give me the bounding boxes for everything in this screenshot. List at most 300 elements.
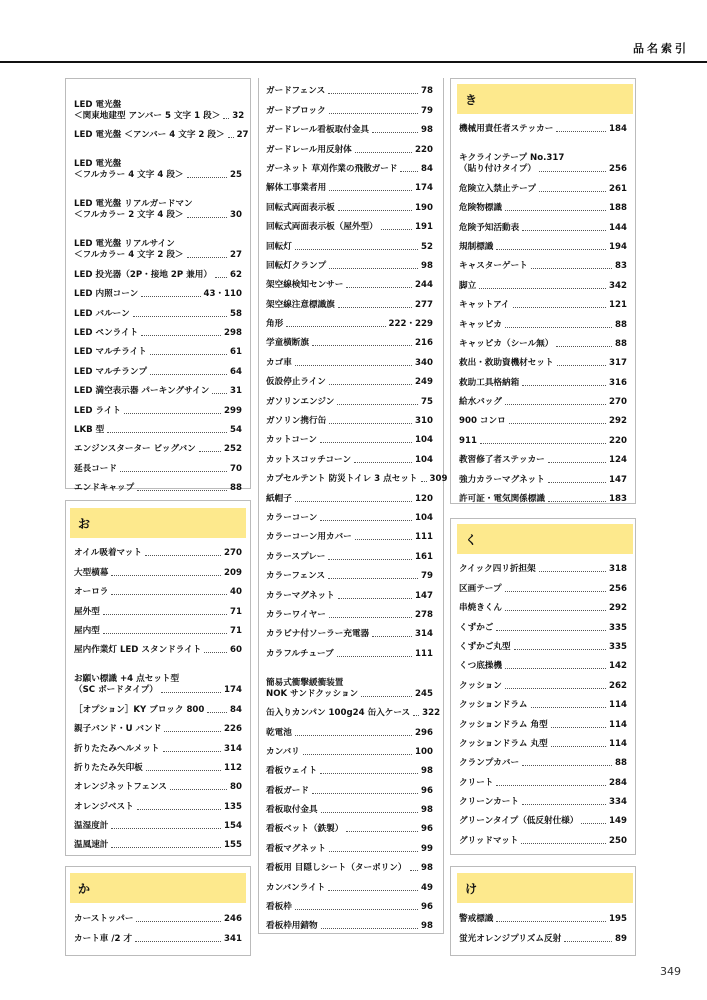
leader-dots — [329, 268, 418, 269]
entry-label: カプセルテント 防災トイレ 3 点セット — [266, 474, 418, 485]
entry-label: 看板マグネット — [266, 843, 327, 854]
leader-dots — [124, 413, 221, 414]
index-entry — [266, 330, 433, 349]
leader-dots — [215, 277, 227, 278]
leader-dots — [413, 715, 419, 716]
entry-label: 屋内作業灯 LED スタンドライト — [74, 645, 202, 656]
index-entry — [74, 618, 242, 637]
leader-dots — [136, 921, 221, 922]
index-entry — [266, 855, 433, 874]
leader-dots — [295, 365, 412, 366]
entry-page: 154 — [224, 821, 242, 832]
entry-page: 296 — [415, 727, 433, 738]
index-entry — [266, 816, 433, 835]
index-entry — [74, 436, 242, 455]
leader-dots — [496, 785, 606, 786]
entry-page: 161 — [415, 551, 433, 562]
index-entry-line — [74, 685, 242, 696]
entry-label: クリーンカート — [459, 797, 519, 808]
leader-dots — [111, 575, 221, 576]
leader-dots — [514, 649, 606, 650]
index-entry — [266, 524, 433, 543]
index-entry — [459, 350, 627, 369]
entry-label: カラフルチューブ — [266, 648, 334, 659]
entry-label: 大型横幕 — [74, 567, 109, 578]
index-entry — [459, 466, 627, 485]
entry-page: 79 — [421, 571, 433, 582]
entry-label: カラビナ付ソーラー充電器 — [266, 629, 370, 640]
entry-page: 220 — [609, 435, 627, 446]
leader-dots — [312, 793, 418, 794]
leader-dots — [145, 555, 221, 556]
entry-label: くつ底操機 — [459, 661, 502, 672]
index-entry — [266, 739, 433, 758]
entry-label: 温風速計 — [74, 840, 109, 851]
leader-dots — [170, 789, 227, 790]
leader-dots — [338, 598, 412, 599]
leader-dots — [564, 941, 612, 942]
leader-dots — [581, 823, 606, 824]
entry-label: 看板ウェイト — [266, 766, 318, 777]
entry-label: クッション — [459, 680, 502, 691]
entry-label: LED 内照コーン — [74, 289, 139, 300]
leader-dots — [505, 327, 612, 328]
leader-dots — [509, 423, 606, 424]
entry-page: 188 — [609, 203, 627, 214]
entry-label: 危険予知活動表 — [459, 222, 520, 233]
entry-label: LED ペンライト — [74, 327, 139, 338]
index-entry — [266, 408, 433, 427]
entry-label: クッションドラム 角型 — [459, 719, 548, 730]
index-entry — [266, 214, 433, 233]
index-entry — [266, 660, 433, 700]
entry-label: 許可証・電気関係標識 — [459, 494, 545, 505]
entry-page: 318 — [609, 564, 627, 575]
leader-dots — [505, 404, 606, 405]
leader-dots — [355, 152, 412, 153]
leader-dots — [161, 692, 221, 693]
entry-label: 区画テープ — [459, 583, 502, 594]
entry-page: 98 — [421, 125, 433, 136]
index-entry — [74, 300, 242, 319]
leader-dots — [496, 630, 606, 631]
entry-label: クッションドラム 丸型 — [459, 738, 548, 749]
index-entry-line — [74, 250, 242, 261]
entry-label: 串焼きくん — [459, 603, 502, 614]
entry-label: 缶入りカンパン 100g24 缶入ケース — [266, 708, 411, 719]
index-entry — [459, 214, 627, 233]
index-entry-line — [266, 689, 433, 700]
index-entry — [74, 540, 242, 559]
entry-label: 解体工事業者用 — [266, 183, 327, 194]
entry-page: 174 — [415, 183, 433, 194]
leader-dots — [207, 712, 227, 713]
entry-page: 277 — [415, 299, 433, 310]
leader-dots — [328, 559, 412, 560]
entry-page: 96 — [421, 785, 433, 796]
section-letter: け — [465, 882, 478, 896]
index-entry — [459, 672, 627, 691]
entry-label: ガードレール用反射体 — [266, 144, 352, 155]
entry-page: 104 — [415, 435, 433, 446]
leader-dots — [120, 471, 227, 472]
section-letter: く — [465, 533, 478, 547]
entry-label: お願い標識 +4 点セット型 — [74, 674, 180, 685]
entry-label: 救出・救助資機材セット — [459, 358, 554, 369]
leader-dots — [312, 345, 412, 346]
leader-dots — [321, 812, 418, 813]
leader-dots — [103, 614, 227, 615]
entry-label: カンバンライト — [266, 882, 326, 893]
entry-label: クイック四リ折担架 — [459, 564, 536, 575]
entry-page: 98 — [421, 766, 433, 777]
entry-page: 27 — [230, 250, 242, 261]
entry-label: ＜フルカラー 2 文字 4 段＞ — [74, 210, 184, 221]
leader-dots — [286, 326, 385, 327]
entry-page: 155 — [224, 840, 242, 851]
entry-label: 機械用責任者ステッカー — [459, 124, 554, 135]
section-heading-ki — [457, 84, 633, 114]
leader-dots — [228, 137, 234, 138]
leader-dots — [522, 385, 606, 386]
entry-label: 屋内型 — [74, 625, 100, 636]
header-rule — [0, 61, 707, 63]
index-entry — [459, 408, 627, 427]
entry-page: 222・229 — [388, 319, 433, 330]
entry-page: 114 — [609, 700, 627, 711]
index-entry — [266, 233, 433, 252]
entry-page: 43・110 — [203, 289, 242, 300]
entry-page: 124 — [609, 455, 627, 466]
index-entry — [74, 358, 242, 377]
section-letter: お — [78, 517, 91, 531]
entry-label: グリーンタイプ（低反射仕様） — [459, 816, 579, 827]
entry-label: カンバリ — [266, 746, 300, 757]
entry-label: オレンジネットフェンス — [74, 782, 167, 793]
entry-label: 看板ガード — [266, 785, 309, 796]
index-entry — [74, 181, 242, 221]
entry-label: オーロラ — [74, 587, 109, 598]
index-entry-line — [74, 674, 242, 685]
entry-page: 299 — [224, 405, 242, 416]
entry-label: 強力カラーマグネット — [459, 474, 545, 485]
entry-label: 看板枠 — [266, 902, 292, 913]
entry-page: 174 — [224, 685, 242, 696]
index-entry — [459, 135, 627, 175]
entry-label: ガードレール看板取付金具 — [266, 125, 369, 136]
index-entry — [459, 331, 627, 350]
entry-page: 309 — [429, 474, 448, 485]
entry-label: キャスターゲート — [459, 261, 528, 272]
index-entry — [459, 556, 627, 575]
index-entry — [74, 925, 242, 944]
index-entry — [459, 692, 627, 711]
entry-page: 292 — [609, 603, 627, 614]
index-entry — [459, 614, 627, 633]
leader-dots — [328, 578, 418, 579]
entry-page: 249 — [415, 377, 433, 388]
index-entry-line — [459, 153, 627, 164]
leader-dots — [141, 296, 200, 297]
leader-dots — [505, 591, 607, 592]
entry-label: カラーコーン — [266, 512, 318, 523]
entry-page: 252 — [224, 444, 242, 455]
index-entry-line — [74, 170, 242, 181]
entry-label: 脚立 — [459, 280, 477, 291]
entry-page: 195 — [609, 914, 627, 925]
entry-page: 88 — [615, 338, 627, 349]
entry-label: 教習修了者ステッカー — [459, 455, 545, 466]
leader-dots — [539, 571, 606, 572]
entry-page: 250 — [609, 835, 627, 846]
index-entry — [74, 320, 242, 339]
entry-label: 規制標識 — [459, 241, 494, 252]
index-entry — [74, 813, 242, 832]
entry-label: 蛍光オレンジプリズム反射 — [459, 933, 562, 944]
entry-label: 回転灯クランプ — [266, 260, 327, 271]
index-entry — [459, 827, 627, 846]
entry-label: LED 満空表示器 パーキングサイン — [74, 386, 210, 397]
leader-dots — [556, 346, 612, 347]
entry-page: 83 — [615, 261, 627, 272]
entry-label: オレンジベスト — [74, 801, 134, 812]
leader-dots — [505, 688, 606, 689]
leader-dots — [212, 393, 227, 394]
index-entry — [74, 906, 242, 925]
entry-page: 75 — [421, 396, 433, 407]
leader-dots — [557, 365, 607, 366]
entry-label: カットスコッチコーン — [266, 454, 352, 465]
index-entry — [266, 388, 433, 407]
leader-dots — [372, 132, 418, 133]
index-entry — [266, 466, 448, 485]
entry-label: くずかご丸型 — [459, 641, 511, 652]
entry-page: 270 — [609, 397, 627, 408]
entry-page: 62 — [230, 269, 242, 280]
entry-page: 64 — [230, 366, 242, 377]
leader-dots — [187, 257, 228, 258]
index-entry — [266, 446, 433, 465]
leader-dots — [548, 462, 606, 463]
index-entry — [459, 272, 627, 291]
leader-dots — [548, 482, 606, 483]
entry-label: LED マルチライト — [74, 347, 147, 358]
index-entry — [459, 311, 627, 330]
leader-dots — [505, 668, 606, 669]
entry-page: 98 — [421, 805, 433, 816]
index-entry — [266, 369, 433, 388]
entry-page: 335 — [609, 622, 627, 633]
index-entry — [74, 832, 242, 851]
entry-page: 226 — [224, 724, 242, 735]
entry-label: 危険立入禁止テープ — [459, 183, 536, 194]
entry-label: 看板取付金具 — [266, 805, 318, 816]
index-entry — [266, 78, 433, 97]
index-entry — [266, 797, 433, 816]
index-entry — [266, 253, 433, 272]
leader-dots — [133, 316, 227, 317]
entry-page: 114 — [609, 719, 627, 730]
entry-label: LED ライト — [74, 405, 121, 416]
entry-page: 98 — [421, 921, 433, 932]
index-entry — [266, 505, 433, 524]
entry-label: LED マルチランプ — [74, 366, 148, 377]
entry-page: 262 — [609, 680, 627, 691]
entry-label: ガソリンエンジン — [266, 396, 335, 407]
entry-page: 61 — [230, 347, 242, 358]
index-entry-line — [74, 210, 242, 221]
entry-page: 335 — [609, 641, 627, 652]
entry-page: 114 — [609, 738, 627, 749]
leader-dots — [187, 177, 228, 178]
leader-dots — [295, 909, 418, 910]
entry-label: クリート — [459, 777, 494, 788]
entry-label: 折りたたみヘルメット — [74, 743, 160, 754]
entry-page: 220 — [415, 144, 433, 155]
entry-page: 147 — [415, 590, 433, 601]
leader-dots — [103, 633, 227, 634]
index-entry — [266, 894, 433, 913]
entry-page: 256 — [609, 164, 627, 175]
entry-page: 99 — [421, 843, 433, 854]
entry-page: 334 — [609, 797, 627, 808]
index-entry — [266, 97, 433, 116]
index-entry — [459, 653, 627, 672]
leader-dots — [107, 432, 227, 433]
entry-label: LED バルーン — [74, 308, 130, 319]
entry-page: 310 — [415, 416, 433, 427]
index-entry — [459, 195, 627, 214]
leader-dots — [505, 610, 606, 611]
section-letter: か — [78, 882, 91, 896]
leader-dots — [329, 423, 412, 424]
entry-page: 244 — [415, 280, 433, 291]
entry-page: 121 — [609, 300, 627, 311]
entry-page: 32 — [232, 111, 245, 121]
index-entry — [74, 774, 242, 793]
leader-dots — [496, 249, 606, 250]
index-entry-line — [74, 239, 242, 250]
leader-dots — [522, 804, 606, 805]
entry-label: 紙帽子 — [266, 493, 292, 504]
entry-label: 危険物標識 — [459, 203, 502, 214]
index-entry — [459, 925, 627, 944]
entry-page: 111 — [415, 532, 433, 543]
index-entry — [266, 758, 433, 777]
entry-page: 25 — [230, 170, 242, 181]
entry-label: LED 投光器（2P・接地 2P 兼用） — [74, 269, 212, 280]
entry-page: 144 — [609, 222, 627, 233]
entry-label: エンドキャップ — [74, 483, 135, 494]
index-entry — [266, 136, 433, 155]
entry-label: グリッドマット — [459, 835, 519, 846]
page-number: 349 — [660, 965, 681, 978]
leader-dots — [338, 210, 412, 211]
entry-page: 98 — [421, 863, 433, 874]
entry-page: 256 — [609, 583, 627, 594]
leader-dots — [372, 636, 412, 637]
index-entry — [266, 349, 433, 368]
entry-page: 340 — [415, 357, 433, 368]
leader-dots — [531, 268, 612, 269]
entry-page: 40 — [230, 587, 242, 598]
index-entry — [459, 116, 627, 135]
entry-label: 架空線注意標識旗 — [266, 299, 335, 310]
entry-page: 84 — [421, 163, 433, 174]
entry-label: ［オプション］KY ブロック 800 — [74, 704, 205, 715]
index-entry — [459, 731, 627, 750]
leader-dots — [355, 539, 412, 540]
index-entry — [459, 634, 627, 653]
entry-label: カラーコーン用カバー — [266, 532, 352, 543]
leader-dots — [338, 307, 412, 308]
leader-dots — [329, 190, 412, 191]
leader-dots — [295, 249, 418, 250]
entry-page: 314 — [415, 629, 433, 640]
leader-dots — [163, 751, 222, 752]
entry-page: 96 — [421, 824, 433, 835]
entry-label: 給水バッグ — [459, 397, 502, 408]
leader-dots — [223, 118, 229, 119]
entry-label: 角形 — [266, 319, 284, 330]
index-entry — [266, 291, 433, 310]
index-entry — [266, 117, 433, 136]
entry-label: クッションドラム — [459, 700, 528, 711]
index-entry — [74, 122, 249, 141]
leader-dots — [361, 696, 412, 697]
index-group-led — [65, 78, 251, 494]
leader-dots — [551, 727, 606, 728]
entry-label: 回転式両面表示板 — [266, 202, 335, 213]
page-title: 品名索引 — [633, 42, 689, 55]
entry-page: 78 — [421, 86, 433, 97]
entry-label: 900 コンロ — [459, 416, 506, 427]
entry-label: 乾電池 — [266, 727, 292, 738]
entry-page: 149 — [609, 816, 627, 827]
leader-dots — [329, 617, 412, 618]
index-entry — [459, 427, 627, 446]
index-entry — [74, 637, 242, 656]
index-entry — [459, 808, 627, 827]
index-entry — [74, 716, 242, 735]
index-entry — [266, 156, 433, 175]
index-entry — [459, 234, 627, 253]
index-entry-line — [74, 100, 242, 111]
entry-label: 警戒標識 — [459, 914, 494, 925]
leader-dots — [320, 773, 418, 774]
entry-label: キクラインテープ No.317 — [459, 153, 565, 164]
index-entry — [459, 486, 627, 505]
entry-label: ガソリン携行缶 — [266, 416, 327, 427]
index-entry-line — [266, 678, 433, 689]
leader-dots — [556, 131, 606, 132]
entry-label: ガーネット 草刈作業の飛散ガード — [266, 163, 398, 174]
entry-page: 194 — [609, 241, 627, 252]
entry-page: 30 — [230, 210, 242, 221]
leader-dots — [329, 384, 412, 385]
entry-label: 911 — [459, 435, 477, 446]
index-entry — [74, 559, 242, 578]
leader-dots — [137, 809, 221, 810]
index-entry — [459, 389, 627, 408]
entry-label: 看板用 目隠しシート（ターポリン） — [266, 863, 407, 874]
leader-dots — [141, 335, 221, 336]
leader-dots — [328, 93, 418, 94]
leader-dots — [346, 831, 418, 832]
index-entry — [74, 735, 242, 754]
entry-page: 316 — [609, 377, 627, 388]
entry-page: 216 — [415, 338, 433, 349]
